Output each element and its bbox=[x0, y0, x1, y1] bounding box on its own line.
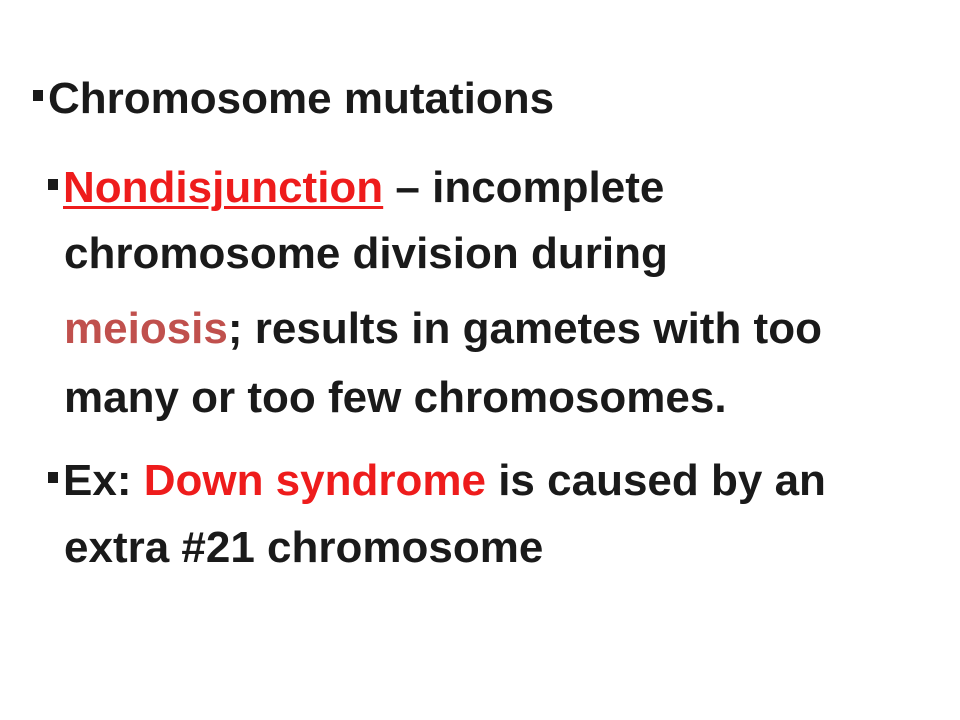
heading-text: Chromosome mutations bbox=[48, 74, 555, 123]
point2-line1 bbox=[48, 448, 826, 514]
point2-prefix: Ex: bbox=[63, 456, 144, 505]
term-meiosis: meiosis bbox=[64, 304, 228, 353]
heading-bullet-line bbox=[33, 66, 554, 132]
point1-line2: chromosome division during bbox=[64, 229, 668, 278]
term-down-syndrome: Down syndrome bbox=[143, 456, 486, 505]
point1-line3-rest: ; results in gametes with too bbox=[227, 304, 822, 353]
square-bullet-icon bbox=[48, 472, 58, 483]
point1-line3 bbox=[64, 296, 822, 362]
point2-line2: extra #21 chromosome bbox=[64, 523, 544, 572]
point2-line1-rest: is caused by an bbox=[485, 456, 826, 505]
term-nondisjunction: Nondisjunction bbox=[63, 163, 384, 212]
square-bullet-icon bbox=[33, 90, 43, 101]
point1-line4: many or too few chromosomes. bbox=[64, 373, 727, 422]
square-bullet-icon bbox=[48, 179, 58, 190]
point1-line1 bbox=[48, 155, 664, 221]
point1-line1-rest: – incomplete bbox=[383, 163, 665, 212]
